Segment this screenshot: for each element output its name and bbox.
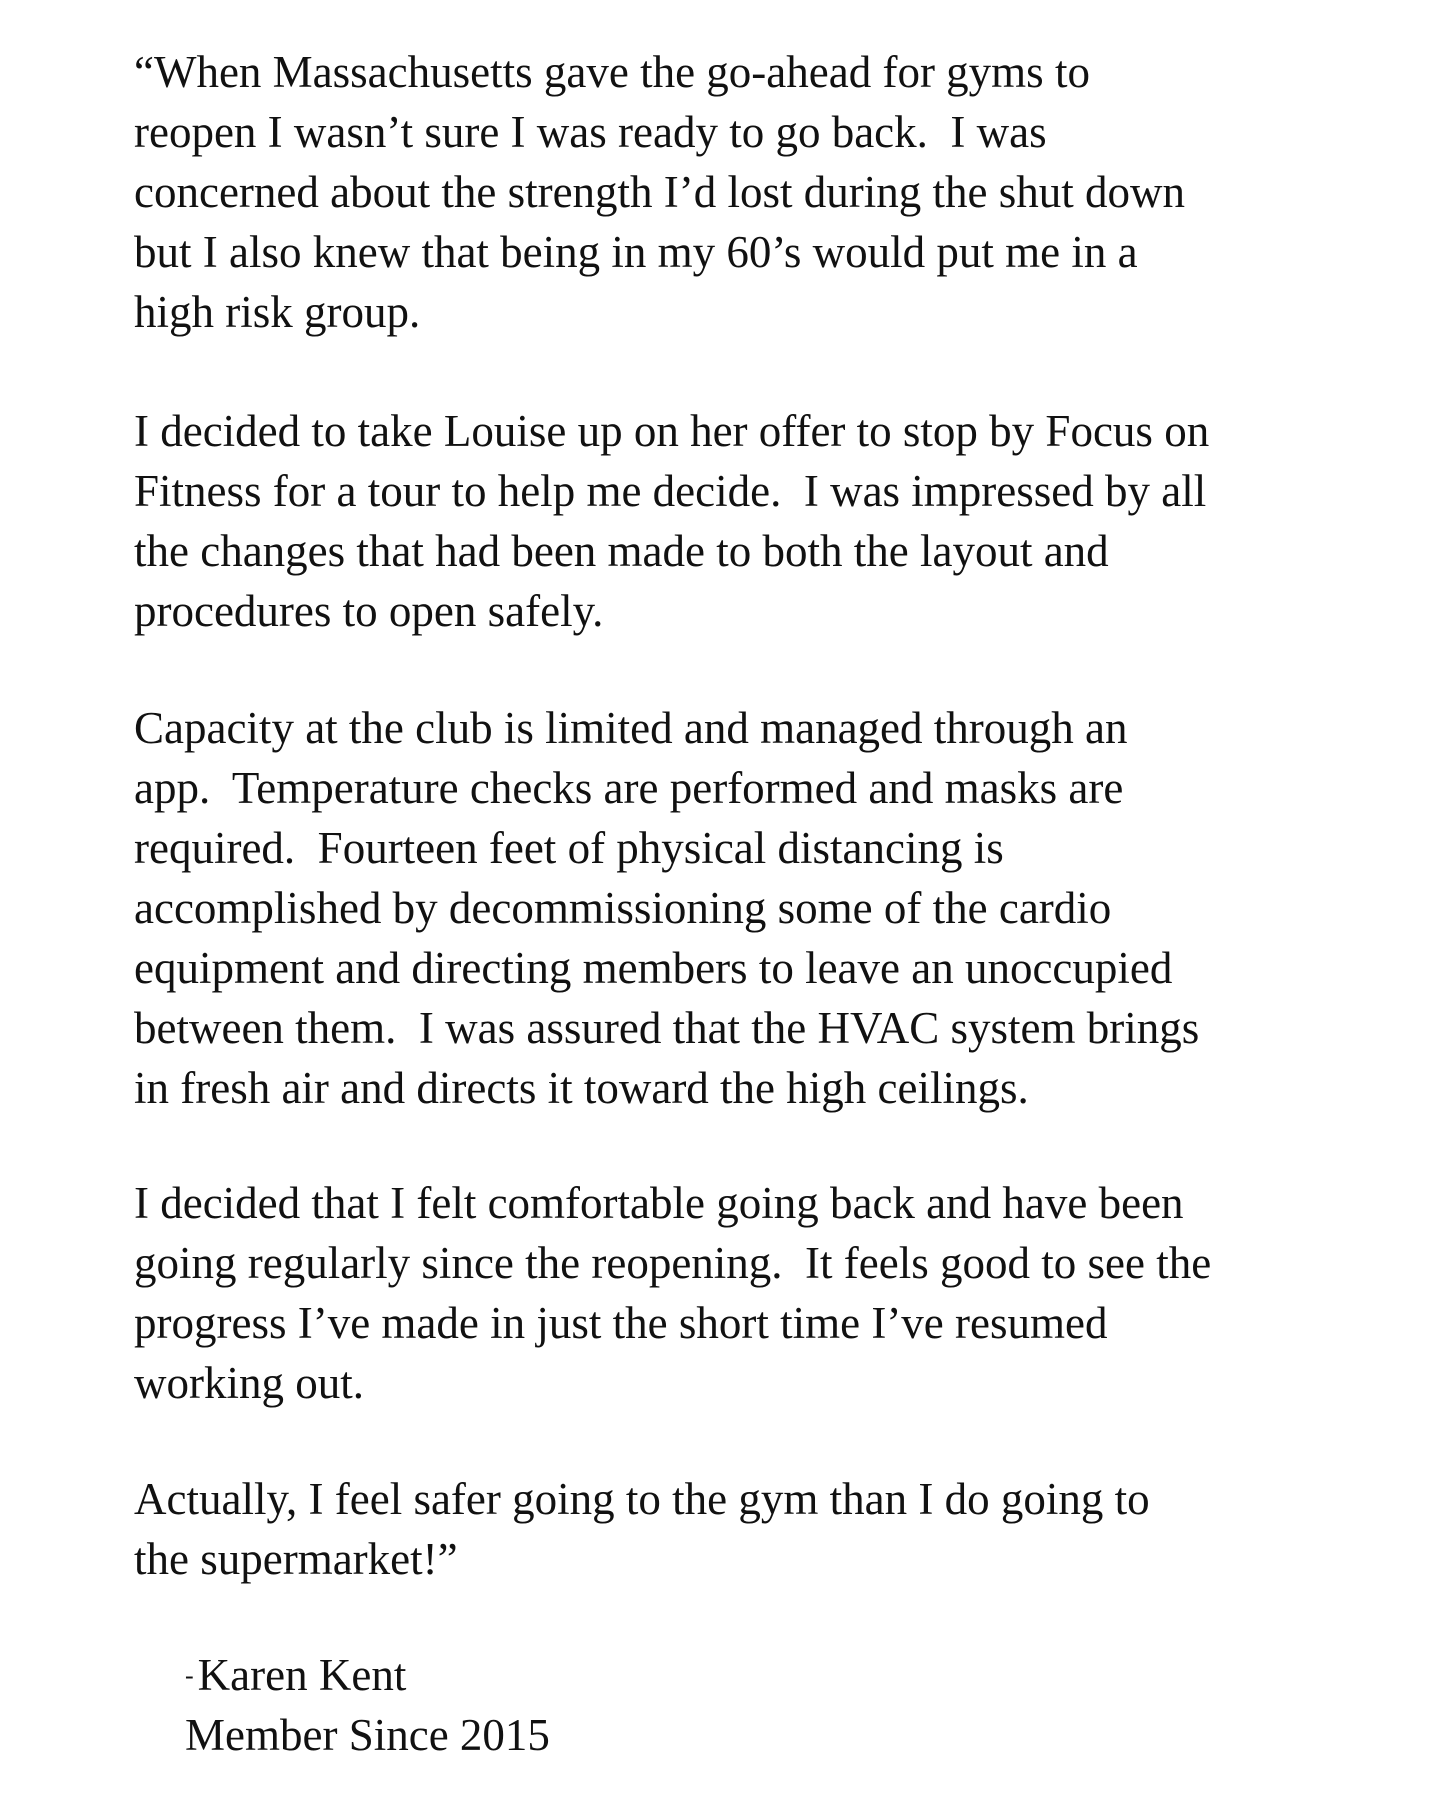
text-line: “When Massachusetts gave the go-ahead for gyms to: [134, 47, 1090, 97]
paragraph-reopening-concerns: [134, 42, 1414, 342]
text-line: progress I’ve made in just the short time I’ve resumed: [134, 1298, 1108, 1348]
text-line: in fresh air and directs it toward the high ceilings.: [134, 1063, 1029, 1113]
signature-name: Karen Kent: [197, 1650, 407, 1700]
text-line: high risk group.: [134, 287, 421, 337]
paragraph-returning: [134, 1173, 1414, 1413]
text-line: going regularly since the reopening. It feels good to see the: [134, 1238, 1212, 1288]
text-line: I decided to take Louise up on her offer to stop by Focus on: [134, 406, 1210, 456]
text-line: required. Fourteen feet of physical distancing is: [134, 823, 1004, 873]
paragraph-tour: [134, 401, 1414, 641]
text-line: concerned about the strength I’d lost during the shut down: [134, 167, 1186, 217]
text-line: Fitness for a tour to help me decide. I was impressed by all: [134, 466, 1207, 516]
text-line: working out.: [134, 1358, 364, 1408]
signature-member-since: Member Since 2015: [185, 1710, 550, 1760]
paragraph-safety-measures: [134, 698, 1414, 1118]
text-line: app. Temperature checks are performed and masks are: [134, 763, 1124, 813]
text-line: procedures to open safely.: [134, 586, 604, 636]
text-line: accomplished by decommissioning some of the cardio: [134, 883, 1112, 933]
text-line: Actually, I feel safer going to the gym than I do going to: [134, 1474, 1150, 1524]
text-line: Capacity at the club is limited and managed through an: [134, 703, 1128, 753]
text-line: the supermarket!”: [134, 1534, 458, 1584]
paragraph-closing: [134, 1469, 1414, 1589]
signature-name-line: [185, 1645, 406, 1706]
text-line: reopen I wasn’t sure I was ready to go back. I was: [134, 107, 1047, 157]
text-line: I decided that I felt comfortable going back and have been: [134, 1178, 1184, 1228]
signature-dash: -: [185, 1661, 194, 1690]
text-line: equipment and directing members to leave an unoccupied: [134, 943, 1173, 993]
text-line: but I also knew that being in my 60’s would put me in a: [134, 227, 1138, 277]
text-line: the changes that had been made to both the layout and: [134, 526, 1109, 576]
text-line: between them. I was assured that the HVAC system brings: [134, 1003, 1200, 1053]
